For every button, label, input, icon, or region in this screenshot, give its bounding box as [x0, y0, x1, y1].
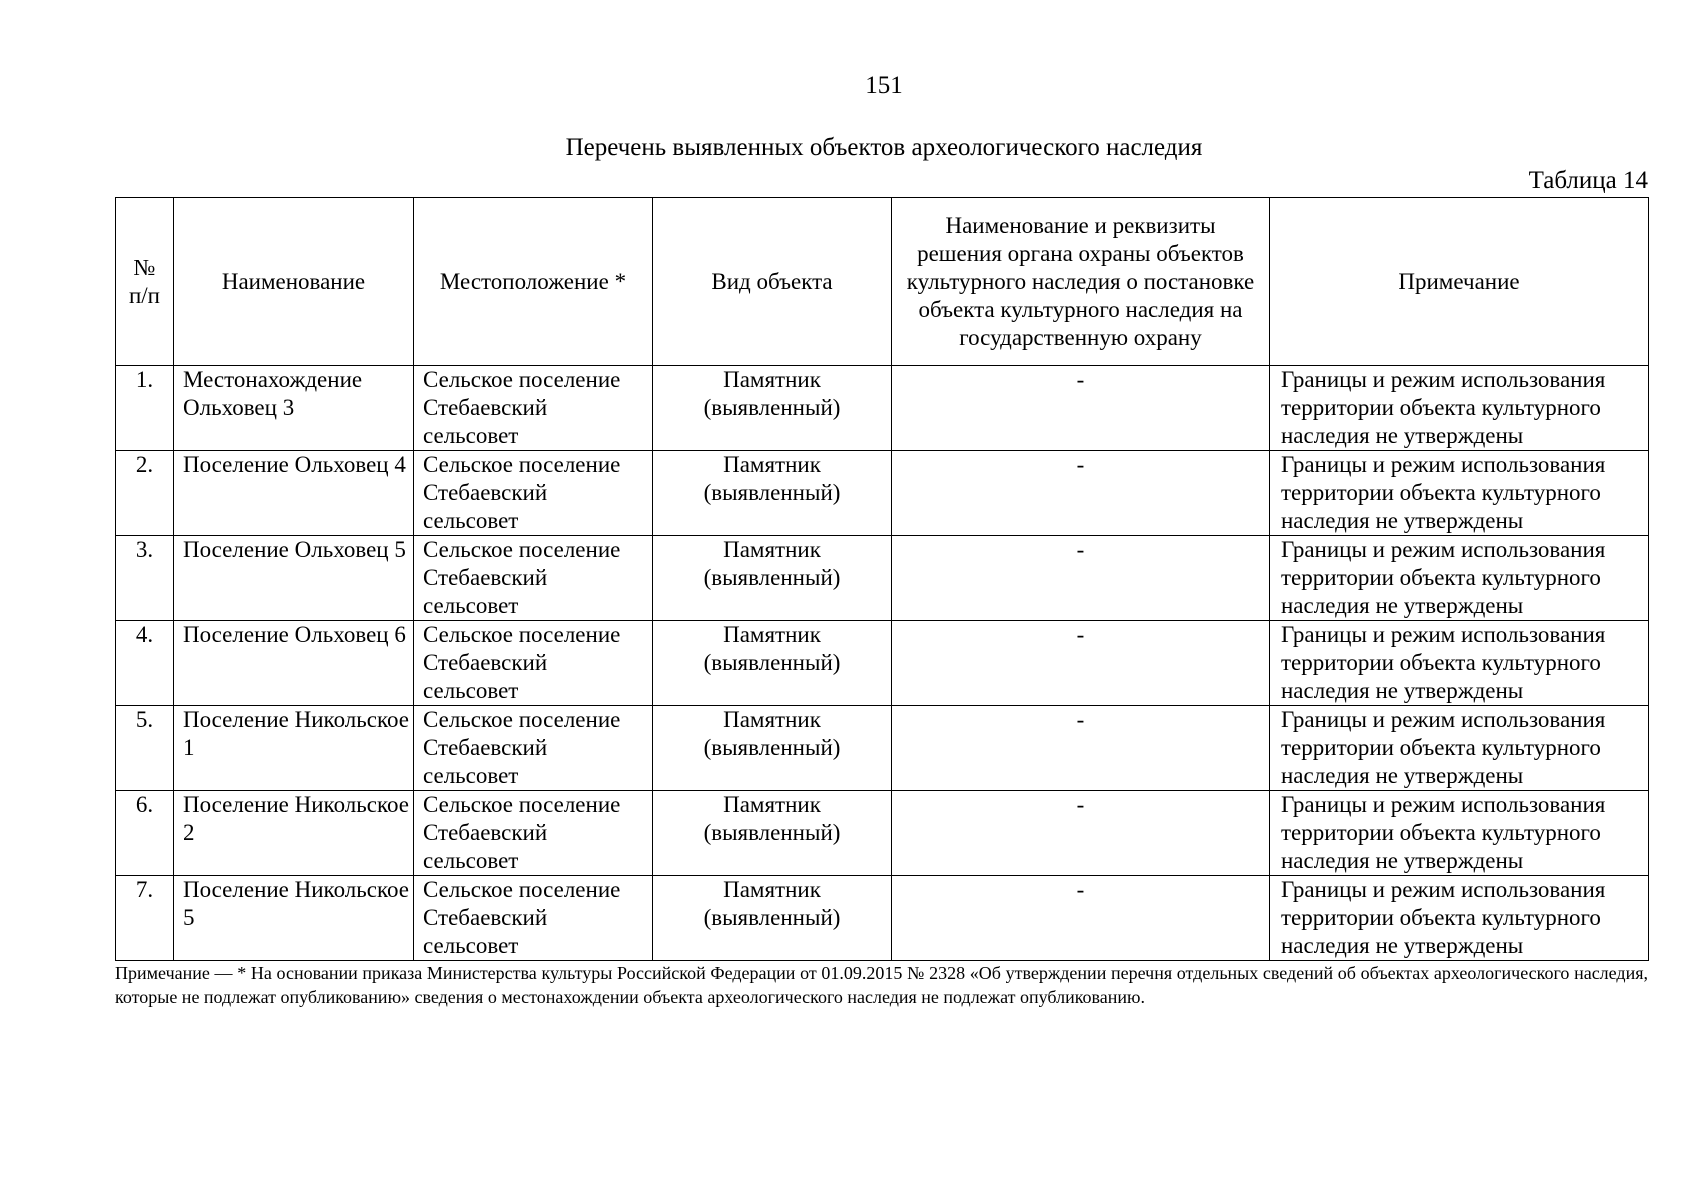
cell-decision: -	[892, 876, 1270, 961]
cell-name: Поселение Никольское 2	[174, 791, 414, 876]
cell-type: Памятник (выявленный)	[653, 451, 892, 536]
cell-note: Границы и режим использования территории объекта культурного наследия не утверждены	[1270, 366, 1649, 451]
cell-type: Памятник (выявленный)	[653, 876, 892, 961]
cell-type: Памятник (выявленный)	[653, 706, 892, 791]
table-row	[116, 536, 1649, 621]
cell-note: Границы и режим использования территории объекта культурного наследия не утверждены	[1270, 706, 1649, 791]
table-row	[116, 791, 1649, 876]
page-number: 151	[865, 72, 903, 99]
table-row	[116, 366, 1649, 451]
cell-num: 1.	[116, 366, 174, 451]
cell-decision: -	[892, 621, 1270, 706]
header-type: Вид объекта	[653, 198, 892, 366]
header-location: Местоположение *	[414, 198, 653, 366]
cell-type: Памятник (выявленный)	[653, 621, 892, 706]
cell-note: Границы и режим использования территории объекта культурного наследия не утверждены	[1270, 791, 1649, 876]
cell-location: Сельское поселение Стебаевский сельсовет	[414, 706, 653, 791]
cell-location: Сельское поселение Стебаевский сельсовет	[414, 791, 653, 876]
cell-name: Поселение Ольховец 4	[174, 451, 414, 536]
table-label: Таблица 14	[1528, 167, 1648, 194]
cell-num: 6.	[116, 791, 174, 876]
header-num: № п/п	[116, 198, 174, 366]
table-row	[116, 876, 1649, 961]
cell-num: 4.	[116, 621, 174, 706]
cell-note: Границы и режим использования территории объекта культурного наследия не утверждены	[1270, 536, 1649, 621]
cell-note: Границы и режим использования территории объекта культурного наследия не утверждены	[1270, 876, 1649, 961]
cell-name: Поселение Никольское 1	[174, 706, 414, 791]
cell-location: Сельское поселение Стебаевский сельсовет	[414, 876, 653, 961]
cell-type: Памятник (выявленный)	[653, 791, 892, 876]
cell-location: Сельское поселение Стебаевский сельсовет	[414, 536, 653, 621]
cell-decision: -	[892, 706, 1270, 791]
cell-num: 3.	[116, 536, 174, 621]
page-title: Перечень выявленных объектов археологического наследия	[565, 134, 1203, 161]
cell-decision: -	[892, 366, 1270, 451]
cell-note: Границы и режим использования территории объекта культурного наследия не утверждены	[1270, 621, 1649, 706]
cell-type: Памятник (выявленный)	[653, 536, 892, 621]
table-row	[116, 451, 1649, 536]
table-body	[116, 366, 1649, 961]
cell-decision: -	[892, 791, 1270, 876]
cell-decision: -	[892, 536, 1270, 621]
cell-name: Поселение Никольское 5	[174, 876, 414, 961]
footnote: Примечание — * На основании приказа Министерства культуры Российской Федерации от 01.09.2015 № 2328 «Об утверждении перечня отдельных сведений об объектах археологического наследия, которые не подлежат опубликованию» сведения о местонахождении объекта археологического наследия не подлежат опубликованию.	[115, 963, 1648, 1007]
cell-name: Поселение Ольховец 5	[174, 536, 414, 621]
table-row	[116, 706, 1649, 791]
header-name: Наименование	[174, 198, 414, 366]
header-note: Примечание	[1270, 198, 1649, 366]
cell-location: Сельское поселение Стебаевский сельсовет	[414, 621, 653, 706]
cell-decision: -	[892, 451, 1270, 536]
cell-type: Памятник (выявленный)	[653, 366, 892, 451]
header-decision: Наименование и реквизиты решения органа охраны объектов культурного наследия о постановке объекта культурного наследия на государственную охрану	[892, 198, 1270, 366]
cell-location: Сельское поселение Стебаевский сельсовет	[414, 451, 653, 536]
cell-name: Поселение Ольховец 6	[174, 621, 414, 706]
cell-num: 7.	[116, 876, 174, 961]
table-row	[116, 621, 1649, 706]
cell-location: Сельское поселение Стебаевский сельсовет	[414, 366, 653, 451]
cell-num: 5.	[116, 706, 174, 791]
table-header-row	[116, 198, 1649, 366]
cell-note: Границы и режим использования территории объекта культурного наследия не утверждены	[1270, 451, 1649, 536]
cell-name: Местонахождение Ольховец 3	[174, 366, 414, 451]
cell-num: 2.	[116, 451, 174, 536]
heritage-objects-table	[115, 197, 1649, 961]
